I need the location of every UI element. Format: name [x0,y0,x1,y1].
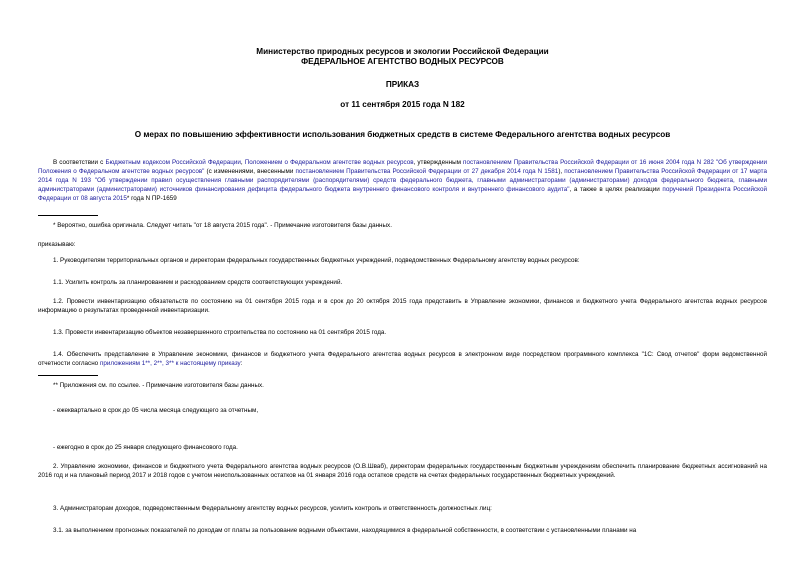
intro-paragraph [38,158,767,203]
document-date-number: от 11 сентября 2015 года N 182 [340,100,465,109]
dash-item-yearly: - ежегодно в срок до 25 января следующего финансового года. [53,444,238,451]
intro-text: ), [558,168,565,175]
paragraph-3-1: 3.1. за выполнением прогнозных показателей по доходам от платы за пользование водными объектами, находящимися в федеральной собственности, в соответствии с установленными планами на [53,527,637,534]
paragraph-3: 3. Администраторам доходов, подведомственным Федеральному агентству водных ресурсов, усилить контроль и ответственность должностных лиц: [53,505,492,512]
paragraph-1-2: 1.2. Провести инвентаризацию обязательств по состоянию на 01 сентября 2015 года и в срок до 20 октября 2015 года представить в Управление экономики, финансов и бюджетного учета Федерального агентства водных ресурсов информацию о результатах проведенной инвентаризации. [38,298,767,314]
paragraph-1: 1. Руководителям территориальных органов и директорам федеральных государственных бюджетных учреждений, подведомственных Федеральному агентству водных ресурсов: [53,257,580,264]
document-type: ПРИКАЗ [385,80,420,89]
footnote-divider [38,375,98,376]
link-budget-code[interactable]: Бюджетным кодексом Российской Федерации [105,159,241,166]
agency-name: ФЕДЕРАЛЬНОЕ АГЕНТСТВО ВОДНЫХ РЕСУРСОВ [301,57,504,66]
ministry-name: Министерство природных ресурсов и экологии Российской Федерации [256,47,549,56]
link-resolution-282[interactable]: постановлением Правительства Российской Федерации от 16 июня 2004 года N 282 "Об утверждении Положения о Федеральном агентстве водных ресурсов" [38,159,768,175]
footnote-divider [38,215,98,216]
dash-item-quarterly: - ежеквартально в срок до 05 числа месяца следующего за отчетным, [53,407,259,414]
link-appendices[interactable]: приложениям 1**, 2**, 3** к настоящему приказу [99,360,241,367]
footnote-1: * Вероятно, ошибка оригинала. Следует читать "от 18 августа 2015 года". - Примечание изготовителя базы данных. [53,222,392,229]
intro-text: , а также в целях реализации [569,186,663,193]
paragraph-1-4-text: 1.4. Обеспечить представление в Управление экономики, финансов и бюджетного учета Федерального агентства водных ресурсов в электронном виде посредством программного комплекса "1С: Свод отчетов" форм ведомственной отчетности согласно [38,351,767,367]
prikazyvayu: приказываю: [38,241,76,248]
link-resolution-193[interactable]: постановлением Правительства Российской Федерации от 17 марта 2014 года N 193 "Об утверждении правил осуществления главными распорядителями (распорядителями) средств федерального бюджета, главными администраторами (администраторами) доходов федерального бюджета, главными администраторами (администраторами) источников финансирования дефицита федерального бюджета внутреннего финансового контроля и внутреннего финансового аудита" [38,168,767,193]
intro-text: * года N ПР-1659 [126,195,177,202]
intro-text: , утвержденным [413,159,464,166]
link-president-orders[interactable]: поручений Президента Российской Федерации от 08 августа 2015 [38,186,767,202]
footnote-2: ** Приложения см. по ссылке. - Примечание изготовителя базы данных. [53,382,264,389]
intro-text: В соответствии с [53,159,106,166]
paragraph-1-4-tail: : [240,360,243,367]
link-agency-regulation[interactable]: Положением о Федеральном агентстве водных ресурсов [244,159,414,166]
paragraph-2: 2. Управление экономики, финансов и бюджетного учета Федерального агентства водных ресурсов (О.В.Шваб), директорам федеральных государственным бюджетным учреждениям обеспечить планирование бюджетных ассигнований на 2016 год и на плановый период 2017 и 2018 годов с учетом неиспользованных остатков на 01 января 2016 года остатков средств на счетах федеральных государственных бюджетных учреждений. [38,463,767,479]
paragraph-1-4 [38,350,767,368]
paragraph-1-1: 1.1. Усилить контроль за планированием и расходованием средств соответствующих учреждений. [53,279,343,286]
intro-text: (с изменениями, внесенными [204,168,296,175]
paragraph-1-3: 1.3. Провести инвентаризацию объектов незавершенного строительства по состоянию на 01 сентября 2015 года. [53,329,387,336]
document-title: О мерах по повышению эффективности использования бюджетных средств в системе Федерального агентства водных ресурсов [134,130,671,139]
intro-text: , [240,159,245,166]
link-resolution-1581[interactable]: постановлением Правительства Российской Федерации от 27 декабря 2014 года N 1581 [295,168,559,175]
